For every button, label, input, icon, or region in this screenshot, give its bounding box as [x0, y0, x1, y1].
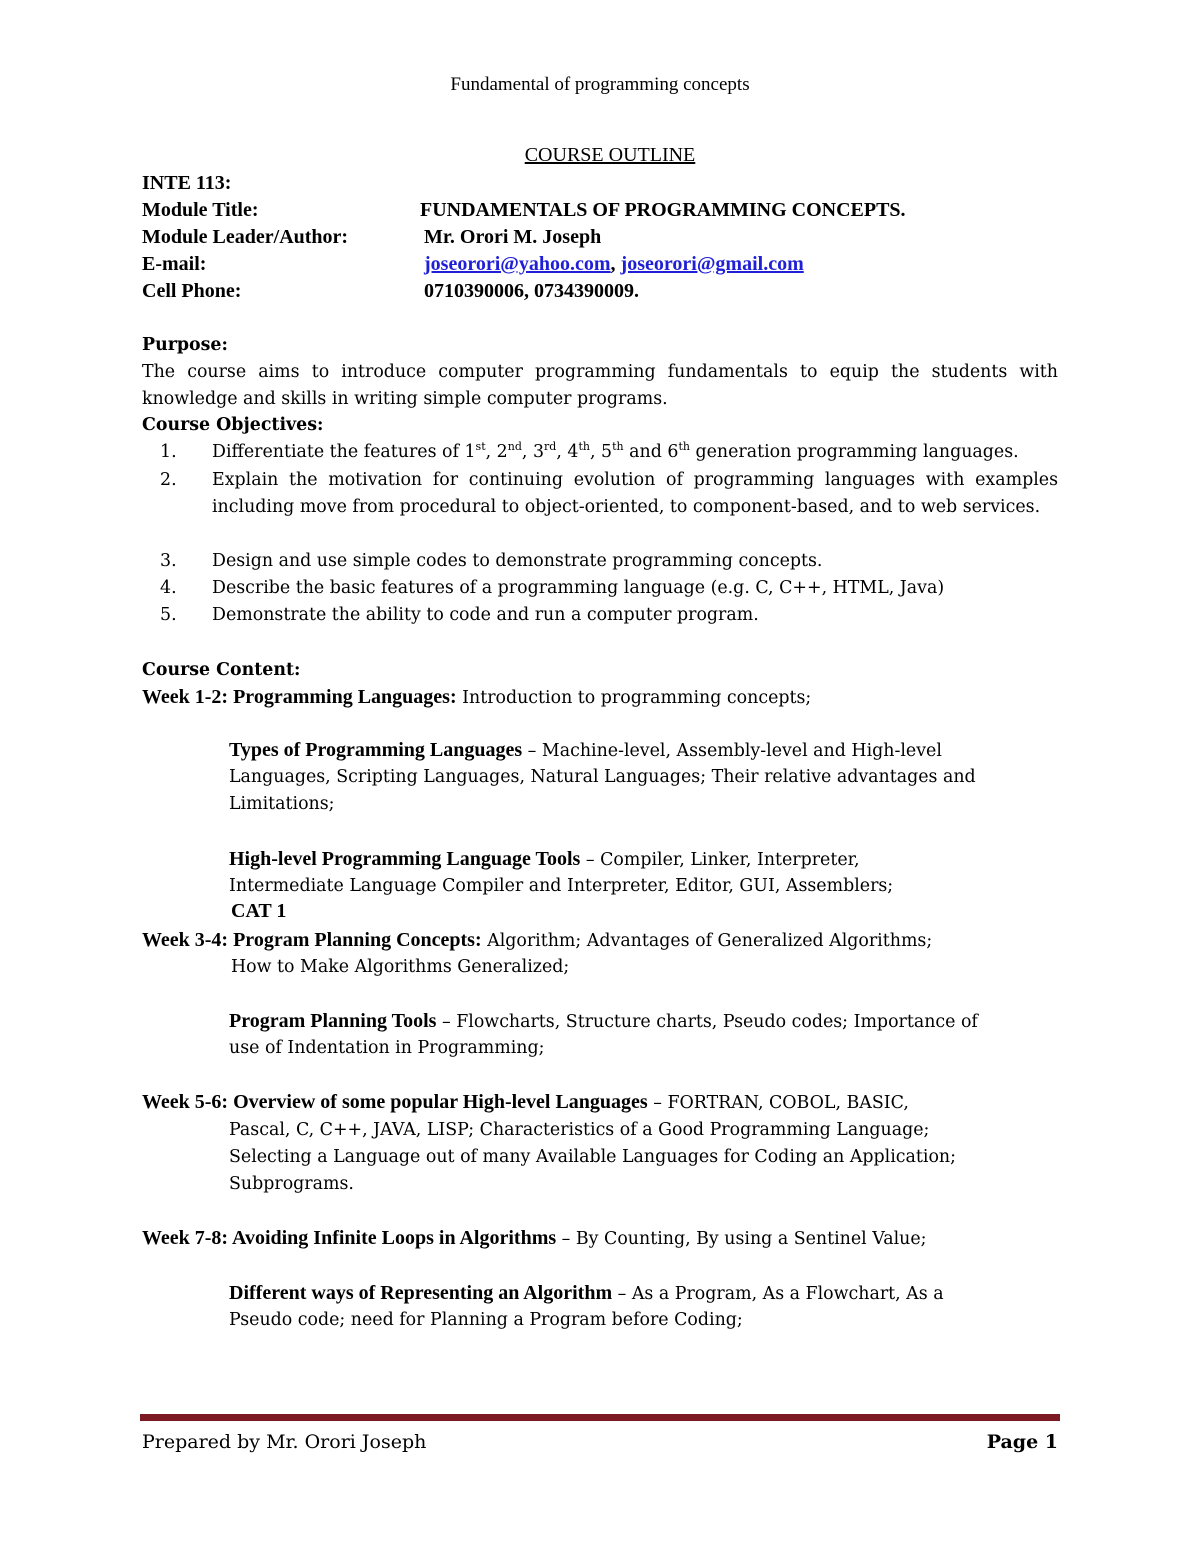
week-5-6-label: Week 5-6: Overview of some popular High-level Languages — [142, 1091, 648, 1113]
week-5-6: Week 5-6: Overview of some popular High-level Languages – FORTRAN, COBOL, BASIC, — [142, 1091, 909, 1113]
course-code: INTE 113: — [142, 172, 232, 194]
objective-item: Differentiate the features of 1st, 2nd, 3rd, 4th, 5th and 6th generation programming languages. — [212, 440, 1019, 462]
week-3-4: Week 3-4: Program Planning Concepts: Algorithm; Advantages of Generalized Algorithms; — [142, 929, 933, 951]
planning-tools-label: Program Planning Tools — [229, 1010, 437, 1032]
course-outline-title: COURSE OUTLINE — [524, 144, 696, 166]
phone-label: Cell Phone: — [142, 280, 242, 302]
representing-line-2: Pseudo code; need for Planning a Program before Coding; — [229, 1310, 743, 1330]
week-1-2-label: Week 1-2: Programming Languages: — [142, 686, 457, 708]
representing-label: Different ways of Representing an Algorithm — [229, 1282, 613, 1304]
objective-item: Explain the motivation for continuing evolution of programming languages with examples including move from procedural to object-oriented, to component-based, and to web services. — [212, 470, 1058, 517]
objective-number: 1. — [160, 442, 177, 462]
week-5-6-line-2: Pascal, C, C++, JAVA, LISP; Characteristics of a Good Programming Language; — [229, 1120, 930, 1140]
module-title-label: Module Title: — [142, 199, 259, 221]
objective-item: Design and use simple codes to demonstrate programming concepts. — [212, 551, 823, 571]
week-5-6-line-3: Selecting a Language out of many Available Languages for Coding an Application; — [229, 1147, 956, 1167]
week-3-4-line-2: How to Make Algorithms Generalized; — [231, 957, 570, 977]
week-5-6-line-4: Subprograms. — [229, 1174, 354, 1194]
planning-tools-line-2: use of Indentation in Programming; — [229, 1038, 545, 1058]
purpose-heading: Purpose: — [142, 335, 228, 355]
footer-page-number: Page 1 — [986, 1431, 1058, 1453]
objective-number: 3. — [160, 551, 177, 571]
week-7-8-label: Week 7-8: Avoiding Infinite Loops in Algorithms — [142, 1227, 557, 1249]
week-7-8: Week 7-8: Avoiding Infinite Loops in Algorithms – By Counting, By using a Sentinel Value; — [142, 1227, 927, 1249]
tools-line-2: Intermediate Language Compiler and Interpreter, Editor, GUI, Assemblers; — [229, 876, 894, 896]
tools-label: High-level Programming Language Tools — [229, 848, 581, 870]
types-label: Types of Programming Languages — [229, 739, 523, 761]
objective-item: Describe the basic features of a programming language (e.g. C, C++, HTML, Java) — [212, 578, 945, 598]
email-values — [424, 253, 804, 276]
objective-number: 4. — [160, 578, 177, 598]
phone-value: 0710390006, 0734390009. — [424, 280, 639, 302]
running-header: Fundamental of programming concepts — [450, 74, 750, 95]
objective-number: 2. — [160, 470, 177, 490]
types-line-3: Limitations; — [229, 794, 335, 814]
week-1-2: Week 1-2: Programming Languages: Introduction to programming concepts; — [142, 686, 812, 708]
email-link-yahoo[interactable]: joseorori@yahoo.com — [424, 253, 611, 275]
representing-algorithm: Different ways of Representing an Algorithm – As a Program, As a Flowchart, As a — [229, 1282, 944, 1304]
footer-divider — [140, 1414, 1060, 1421]
email-link-gmail[interactable]: joseorori@gmail.com — [620, 253, 804, 275]
footer-prepared-by: Prepared by Mr. Orori Joseph — [142, 1431, 427, 1453]
leader-value: Mr. Orori M. Joseph — [424, 226, 602, 248]
leader-label: Module Leader/Author: — [142, 226, 349, 248]
cat-1: CAT 1 — [231, 900, 287, 922]
language-tools: High-level Programming Language Tools – Compiler, Linker, Interpreter, — [229, 848, 860, 870]
email-label: E-mail: — [142, 253, 207, 275]
objective-item: Demonstrate the ability to code and run a computer program. — [212, 605, 759, 625]
planning-tools: Program Planning Tools – Flowcharts, Structure charts, Pseudo codes; Importance of — [229, 1010, 978, 1032]
purpose-text: The course aims to introduce computer programming fundamentals to equip the students with knowledge and skills in writing simple computer programs. — [142, 362, 1058, 409]
week-3-4-label: Week 3-4: Program Planning Concepts: — [142, 929, 482, 951]
types-of-languages: Types of Programming Languages – Machine-level, Assembly-level and High-level — [229, 739, 942, 761]
page-title — [0, 144, 1200, 167]
email-separator: , — [610, 253, 621, 275]
types-line-2: Languages, Scripting Languages, Natural Languages; Their relative advantages and — [229, 767, 976, 787]
objective-number: 5. — [160, 605, 177, 625]
module-title-value: FUNDAMENTALS OF PROGRAMMING CONCEPTS. — [420, 199, 906, 221]
content-heading: Course Content: — [142, 660, 301, 680]
objectives-heading: Course Objectives: — [142, 415, 324, 435]
